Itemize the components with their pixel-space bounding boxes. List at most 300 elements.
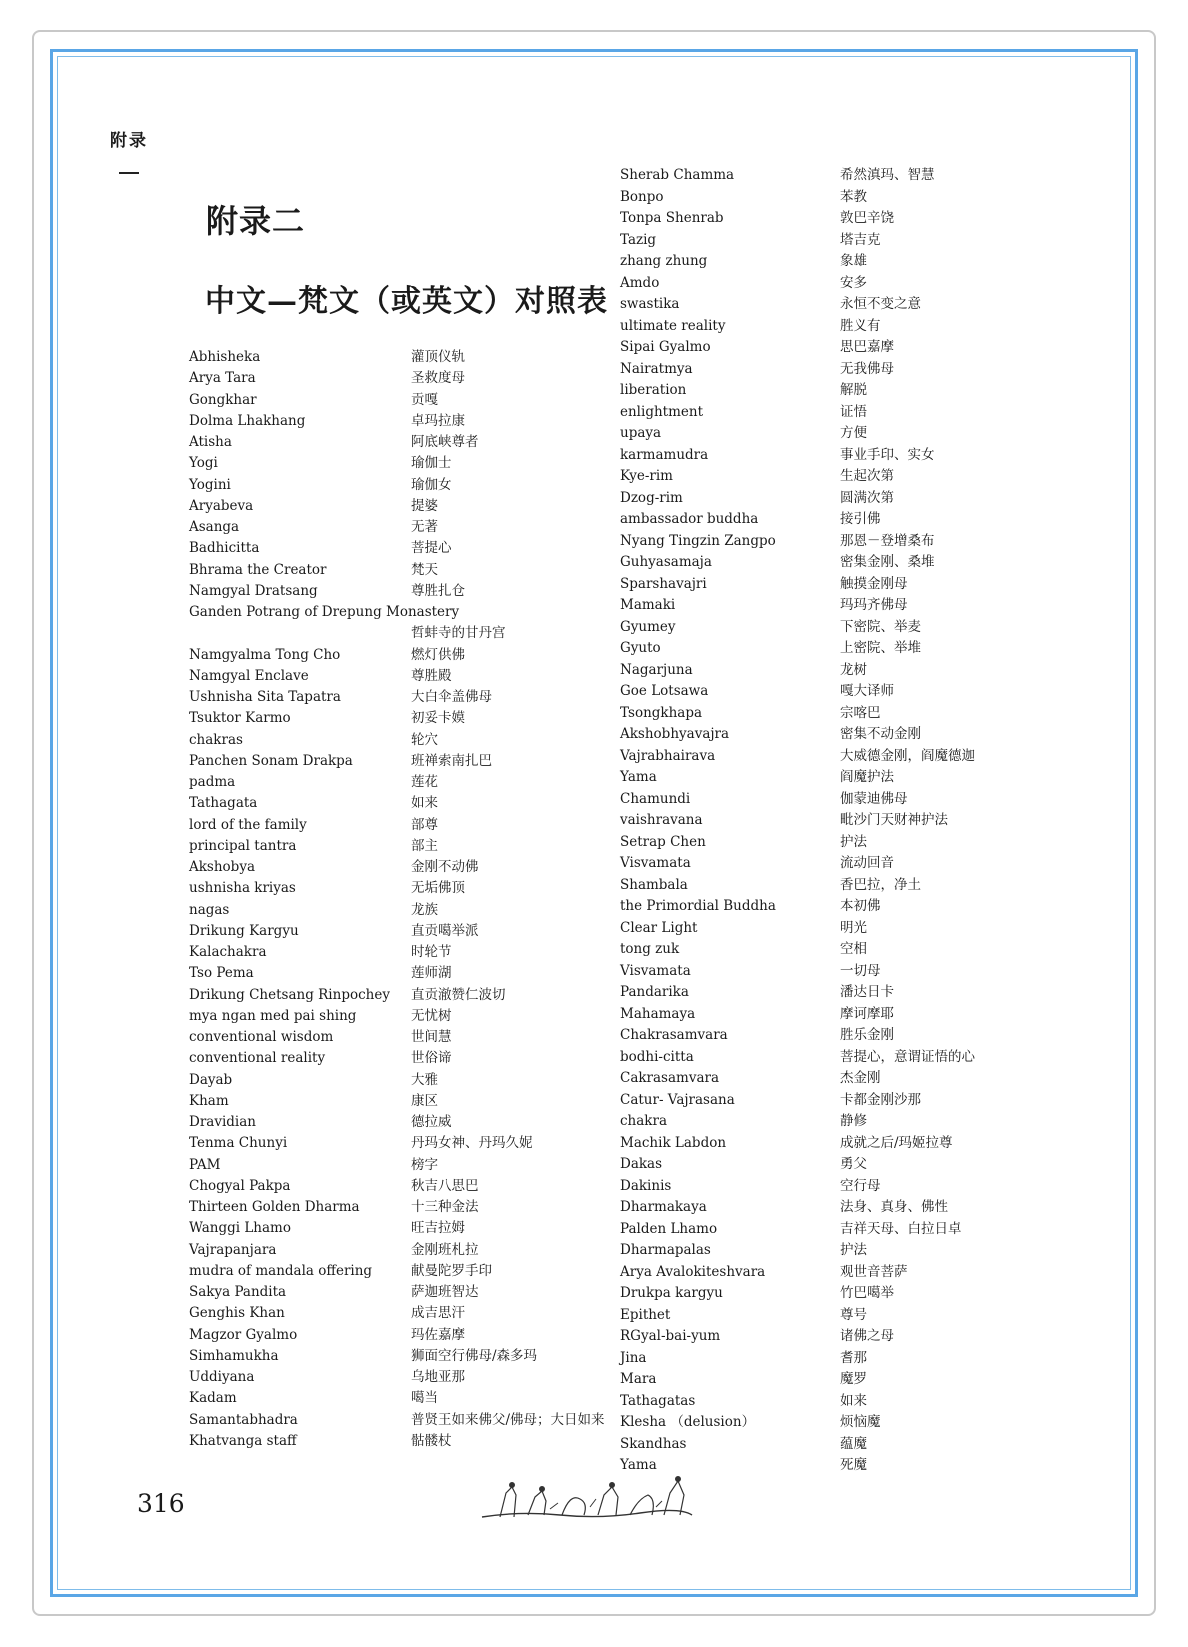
- glossary-entry: [189, 1261, 589, 1282]
- glossary-term-english: Bonpo: [620, 188, 664, 205]
- glossary-term-chinese: 生起次第: [840, 468, 894, 484]
- glossary-term-chinese: 部尊: [411, 816, 438, 833]
- glossary-term-english: Tsongkhapa: [620, 704, 703, 721]
- glossary-term-english: Akshobya: [189, 859, 255, 875]
- glossary-term-chinese: 阿底峡尊者: [411, 434, 479, 450]
- glossary-entry: [189, 1048, 589, 1069]
- glossary-term-english: Palden Lhamo: [620, 1220, 718, 1237]
- glossary-entry: [620, 509, 1040, 531]
- glossary-term-chinese: 希然滇玛、智慧: [840, 167, 935, 183]
- glossary-term-chinese: 康区: [411, 1092, 438, 1109]
- glossary-term-english: Mamaki: [620, 597, 676, 613]
- glossary-entry: [620, 1348, 1040, 1370]
- glossary-entry: [620, 1133, 1040, 1155]
- glossary-term-english: Skandhas: [620, 1435, 687, 1452]
- glossary-entry: [620, 918, 1040, 940]
- glossary-entry: [620, 896, 1040, 918]
- glossary-term-chinese: 竹巴噶举: [840, 1285, 894, 1301]
- glossary-entry: [189, 1346, 589, 1367]
- glossary-term-chinese: 贡嘎: [411, 391, 438, 408]
- glossary-term-english: Catur- Vajrasana: [620, 1091, 735, 1108]
- glossary-term-english: Drikung Chetsang Rinpochey: [189, 986, 390, 1003]
- glossary-term-english: Tsuktor Karmo: [189, 710, 291, 727]
- glossary-entry: [189, 1006, 589, 1027]
- glossary-term-chinese: 世俗谛: [411, 1050, 452, 1067]
- running-head-rule: [119, 172, 139, 174]
- glossary-term-chinese: 潘达日卡: [840, 984, 894, 1000]
- glossary-entry: [620, 1434, 1040, 1456]
- glossary-entry: [620, 402, 1040, 424]
- glossary-term-chinese: 如来: [840, 1392, 867, 1409]
- glossary-term-chinese: 塔吉克: [840, 231, 881, 248]
- glossary-term-english: principal tantra: [189, 837, 297, 854]
- glossary-term-chinese: 蕴魔: [840, 1435, 867, 1452]
- page-number: 316: [137, 1489, 185, 1518]
- glossary-term-chinese: 安多: [840, 274, 867, 291]
- glossary-entry: [189, 963, 589, 984]
- glossary-term-chinese: 明光: [840, 919, 867, 936]
- glossary-term-chinese: 圆满次第: [840, 489, 894, 506]
- glossary-entry: [189, 432, 589, 453]
- glossary-term-chinese: 耆那: [840, 1349, 867, 1366]
- glossary-term-english: Dravidian: [189, 1114, 256, 1130]
- glossary-entry: [620, 703, 1040, 725]
- glossary-term-english: zhang zhung: [620, 253, 708, 269]
- glossary-term-english: Epithet: [620, 1306, 671, 1323]
- glossary-term-chinese: 无著: [411, 519, 438, 535]
- glossary-term-english: Ushnisha Sita Tapatra: [189, 689, 341, 705]
- glossary-term-english: Drikung Kargyu: [189, 922, 299, 939]
- glossary-entry: [189, 985, 589, 1006]
- glossary-entry: [189, 517, 589, 538]
- glossary-entry: [189, 687, 589, 708]
- glossary-term-chinese: 骷髅杖: [411, 1432, 452, 1449]
- glossary-entry: [620, 617, 1040, 639]
- glossary-term-chinese: 玛佐嘉摩: [411, 1326, 465, 1343]
- glossary-term-chinese: 大白伞盖佛母: [411, 689, 492, 705]
- glossary-term-english: Cakrasamvara: [620, 1070, 720, 1086]
- glossary-entry: [620, 1391, 1040, 1413]
- glossary-entry: [189, 857, 589, 878]
- glossary-term-english: Mahamaya: [620, 1005, 696, 1022]
- glossary-term-chinese: 那恩－登增桑布: [840, 532, 935, 549]
- glossary-term-english: Tazig: [620, 231, 657, 248]
- glossary-term-chinese: 龙树: [840, 661, 867, 678]
- glossary-term-english: Vajrabhairava: [620, 747, 716, 764]
- glossary-term-chinese: 德拉威: [411, 1114, 452, 1130]
- glossary-term-english: Namgyalma Tong Cho: [189, 646, 341, 663]
- glossary-term-chinese: 空相: [840, 941, 867, 957]
- glossary-term-chinese: 灌顶仪轨: [411, 349, 465, 365]
- glossary-entry: [189, 560, 589, 581]
- glossary-entry: [189, 1070, 589, 1091]
- glossary-term-chinese: 初妥卡嫫: [411, 710, 465, 727]
- glossary-term-english: Samantabhadra: [189, 1411, 298, 1428]
- glossary-entry: [189, 475, 589, 496]
- table-title: 中文—梵文（或英文）对照表: [205, 284, 608, 319]
- glossary-term-chinese: 班禅索南扎巴: [411, 752, 492, 769]
- glossary-term-english: Dakas: [620, 1156, 663, 1172]
- glossary-term-english: Abhisheka: [189, 349, 261, 365]
- glossary-entry: [620, 982, 1040, 1004]
- glossary-column-left: [189, 347, 605, 1452]
- glossary-term-english: Gyuto: [620, 640, 661, 656]
- glossary-term-english: Namgyal Dratsang: [189, 582, 318, 599]
- glossary-entry: [189, 1303, 589, 1324]
- glossary-term-chinese: 象雄: [840, 253, 867, 269]
- glossary-term-english: ushnisha kriyas: [189, 880, 296, 897]
- glossary-term-chinese: 提婆: [411, 497, 438, 514]
- glossary-term-chinese: 莲花: [411, 774, 438, 790]
- glossary-term-chinese: 无垢佛顶: [411, 880, 465, 897]
- glossary-term-chinese: 噶当: [411, 1390, 438, 1407]
- glossary-entry: [620, 1219, 1040, 1241]
- glossary-entry: [189, 921, 589, 942]
- glossary-term-english: padma: [189, 774, 236, 790]
- glossary-term-english: Arya Avalokiteshvara: [620, 1263, 766, 1280]
- glossary-term-chinese: 玛玛齐佛母: [840, 597, 908, 613]
- glossary-term-chinese: 魔罗: [840, 1371, 867, 1387]
- glossary-term-chinese: 方便: [840, 425, 867, 441]
- glossary-entry: [189, 1410, 605, 1431]
- glossary-entry: [189, 390, 589, 411]
- glossary-term-chinese: 菩提心，意谓证悟的心: [840, 1048, 975, 1065]
- glossary-term-chinese: 本初佛: [840, 898, 881, 914]
- glossary-entry: [620, 1240, 1040, 1262]
- glossary-term-chinese: 萨迦班智达: [411, 1284, 479, 1300]
- glossary-entry: [189, 815, 589, 836]
- glossary-term-chinese: 伽蒙迪佛母: [840, 790, 908, 807]
- glossary-entry: [189, 347, 589, 368]
- glossary-term-english: Nagarjuna: [620, 661, 693, 678]
- glossary-term-english: Arya Tara: [189, 370, 256, 387]
- glossary-entry: [189, 772, 589, 793]
- glossary-term-chinese: 敦巴辛饶: [840, 210, 894, 226]
- glossary-term-english: mudra of mandala offering: [189, 1262, 373, 1279]
- glossary-entry: [189, 878, 589, 899]
- glossary-entry: [189, 836, 589, 857]
- glossary-term-chinese: 死魔: [840, 1457, 867, 1473]
- glossary-term-chinese: 十三种金法: [411, 1199, 479, 1215]
- glossary-entry: [620, 939, 1040, 961]
- glossary-entry: [620, 337, 1040, 359]
- glossary-term-chinese: 阎魔护法: [840, 769, 894, 785]
- glossary-entry: [189, 751, 589, 772]
- glossary-entry: [189, 1240, 589, 1261]
- glossary-term-english: PAM: [189, 1156, 221, 1173]
- glossary-entry: [189, 602, 589, 623]
- glossary-entry: [620, 208, 1040, 230]
- glossary-term-chinese: 轮穴: [411, 731, 438, 748]
- glossary-entry: [620, 1369, 1040, 1391]
- glossary-term-english: Magzor Gyalmo: [189, 1326, 298, 1343]
- glossary-term-english: Namgyal Enclave: [189, 667, 309, 684]
- glossary-entry: [620, 1283, 1040, 1305]
- glossary-term-chinese: 诸佛之母: [840, 1328, 894, 1344]
- glossary-term-english: bodhi-citta: [620, 1048, 694, 1065]
- glossary-term-english: Gongkhar: [189, 391, 257, 408]
- glossary-term-english: Ganden Potrang of Drepung Monastery: [189, 604, 460, 620]
- glossary-term-chinese: 大雅: [411, 1071, 438, 1088]
- glossary-term-english: Dakinis: [620, 1177, 672, 1194]
- glossary-term-chinese: 静修: [840, 1113, 867, 1129]
- glossary-term-chinese: 空行母: [840, 1177, 881, 1194]
- glossary-term-english: Yogini: [189, 476, 231, 493]
- glossary-term-english: the Primordial Buddha: [620, 898, 776, 914]
- glossary-term-chinese: 大威德金刚，阎魔德迦: [840, 747, 975, 764]
- glossary-term-chinese: 勇父: [840, 1156, 867, 1172]
- glossary-entry: [189, 1431, 589, 1452]
- glossary-entry: [620, 681, 1040, 703]
- glossary-term-chinese: 哲蚌寺的甘丹宫: [411, 625, 506, 642]
- glossary-entry: [620, 1262, 1040, 1284]
- glossary-term-english: Klesha （delusion）: [620, 1414, 756, 1430]
- glossary-term-chinese: 宗喀巴: [840, 704, 881, 721]
- glossary-term-english: Tonpa Shenrab: [620, 210, 724, 226]
- glossary-entry: [620, 488, 1040, 510]
- glossary-term-english: Kye-rim: [620, 468, 673, 484]
- glossary-term-english: Aryabeva: [189, 497, 254, 514]
- glossary-term-english: Atisha: [189, 434, 232, 450]
- glossary-term-chinese: 摩诃摩耶: [840, 1005, 894, 1022]
- glossary-entry: [620, 423, 1040, 445]
- glossary-entry: [620, 273, 1040, 295]
- glossary-entry: [189, 1218, 589, 1239]
- glossary-entry: [189, 623, 589, 644]
- glossary-entry: [189, 496, 589, 517]
- glossary-term-chinese: 密集金刚、桑堆: [840, 554, 935, 570]
- glossary-entry: [189, 1176, 589, 1197]
- glossary-term-english: Sakya Pandita: [189, 1284, 287, 1300]
- glossary-term-english: Khatvanga staff: [189, 1432, 297, 1449]
- glossary-entry: [189, 1367, 589, 1388]
- glossary-term-chinese: 莲师湖: [411, 965, 452, 982]
- glossary-term-chinese: 圣救度母: [411, 370, 465, 387]
- glossary-entry: [620, 961, 1040, 983]
- glossary-term-chinese: 金刚不动佛: [411, 859, 479, 875]
- glossary-entry: [189, 538, 589, 559]
- glossary-term-english: Panchen Sonam Drakpa: [189, 752, 353, 769]
- glossary-term-english: Visvamata: [620, 855, 691, 871]
- glossary-entry: [620, 638, 1040, 660]
- glossary-entry: [620, 853, 1040, 875]
- glossary-column-right: [620, 165, 1040, 1477]
- glossary-term-chinese: 嘎大译师: [840, 683, 894, 699]
- glossary-term-chinese: 密集不动金刚: [840, 726, 921, 742]
- glossary-entry: [189, 730, 589, 751]
- glossary-entry: [620, 789, 1040, 811]
- glossary-term-english: vaishravana: [620, 812, 703, 828]
- glossary-term-english: swastika: [620, 296, 680, 312]
- glossary-term-english: Asanga: [189, 519, 240, 535]
- glossary-term-chinese: 尊号: [840, 1306, 867, 1323]
- glossary-term-english: chakras: [189, 731, 243, 748]
- glossary-term-chinese: 观世音菩萨: [840, 1263, 908, 1280]
- glossary-entry: [620, 1090, 1040, 1112]
- glossary-term-chinese: 胜乐金刚: [840, 1027, 894, 1043]
- glossary-term-english: Chakrasamvara: [620, 1027, 728, 1043]
- glossary-term-chinese: 香巴拉，净土: [840, 876, 921, 893]
- glossary-entry: [620, 531, 1040, 553]
- glossary-term-chinese: 瑜伽女: [411, 476, 452, 493]
- glossary-entry: [620, 1176, 1040, 1198]
- glossary-entry: [189, 666, 589, 687]
- glossary-entry: [620, 1025, 1040, 1047]
- glossary-term-english: Setrap Chen: [620, 833, 706, 850]
- glossary-term-chinese: 丹玛女神、丹玛久妮: [411, 1135, 533, 1152]
- glossary-entry: [620, 187, 1040, 209]
- glossary-term-english: Chamundi: [620, 790, 691, 807]
- glossary-entry: [620, 230, 1040, 252]
- glossary-term-english: Dzog-rim: [620, 489, 683, 506]
- glossary-entry: [620, 1068, 1040, 1090]
- glossary-term-chinese: 成吉思汗: [411, 1305, 465, 1322]
- glossary-term-english: Dharmapalas: [620, 1242, 711, 1258]
- glossary-entry: [620, 574, 1040, 596]
- glossary-entry: [620, 875, 1040, 897]
- glossary-term-english: mya ngan med pai shing: [189, 1007, 357, 1024]
- glossary-term-english: Drukpa kargyu: [620, 1285, 723, 1301]
- glossary-term-chinese: 护法: [840, 1242, 867, 1258]
- glossary-entry: [620, 1154, 1040, 1176]
- glossary-term-chinese: 卓玛拉康: [411, 412, 465, 429]
- glossary-term-chinese: 事业手印、实女: [840, 446, 935, 463]
- glossary-term-english: Machik Labdon: [620, 1134, 727, 1151]
- glossary-term-chinese: 苯教: [840, 188, 867, 205]
- glossary-term-chinese: 献曼陀罗手印: [411, 1262, 492, 1279]
- glossary-term-english: Shambala: [620, 876, 688, 893]
- glossary-term-english: Wanggi Lhamo: [189, 1220, 291, 1237]
- glossary-term-english: Jina: [620, 1349, 647, 1366]
- glossary-term-english: Dharmakaya: [620, 1199, 707, 1215]
- glossary-term-chinese: 卡都金刚沙那: [840, 1091, 921, 1108]
- glossary-term-english: lord of the family: [189, 816, 307, 833]
- glossary-entry: [620, 1111, 1040, 1133]
- glossary-term-chinese: 流动回音: [840, 855, 894, 871]
- glossary-term-english: Nairatmya: [620, 360, 693, 377]
- glossary-term-chinese: 杰金刚: [840, 1070, 881, 1086]
- glossary-term-english: Uddiyana: [189, 1369, 255, 1385]
- glossary-term-english: conventional wisdom: [189, 1029, 334, 1045]
- glossary-term-english: Visvamata: [620, 962, 691, 979]
- appendix-title: 附录二: [206, 202, 306, 240]
- glossary-term-chinese: 成就之后/玛姬拉尊: [840, 1134, 953, 1151]
- glossary-entry: [620, 810, 1040, 832]
- glossary-entry: [189, 581, 589, 602]
- glossary-term-english: Kham: [189, 1092, 229, 1109]
- glossary-entry: [189, 411, 589, 432]
- glossary-entry: [189, 1325, 589, 1346]
- glossary-term-english: Yogi: [189, 455, 218, 472]
- glossary-term-english: Amdo: [620, 274, 660, 291]
- glossary-entry: [620, 380, 1040, 402]
- glossary-term-chinese: 龙族: [411, 901, 438, 918]
- glossary-term-english: Tenma Chunyi: [189, 1135, 288, 1152]
- glossary-entry: [620, 445, 1040, 467]
- glossary-term-chinese: 旺吉拉姆: [411, 1220, 465, 1237]
- glossary-term-english: Bhrama the Creator: [189, 561, 327, 578]
- glossary-term-chinese: 接引佛: [840, 511, 881, 527]
- glossary-term-english: upaya: [620, 425, 662, 441]
- glossary-term-english: Sipai Gyalmo: [620, 339, 711, 355]
- glossary-term-chinese: 证悟: [840, 403, 867, 420]
- glossary-entry: [189, 1282, 589, 1303]
- glossary-entry: [620, 767, 1040, 789]
- glossary-term-english: Mara: [620, 1371, 657, 1387]
- glossary-entry: [620, 1197, 1040, 1219]
- glossary-entry: [189, 453, 589, 474]
- glossary-term-chinese: 秋吉八思巴: [411, 1177, 479, 1194]
- glossary-entry: [189, 1197, 589, 1218]
- glossary-term-chinese: 吉祥天母、白拉日卓: [840, 1220, 962, 1237]
- glossary-term-chinese: 乌地亚那: [411, 1369, 465, 1385]
- glossary-entry: [620, 466, 1040, 488]
- glossary-term-english: Dayab: [189, 1071, 233, 1088]
- glossary-term-chinese: 直贡噶举派: [411, 922, 479, 939]
- glossary-entry: [620, 359, 1040, 381]
- glossary-term-chinese: 法身、真身、佛性: [840, 1199, 948, 1215]
- glossary-entry: [189, 1388, 589, 1409]
- glossary-entry: [189, 645, 589, 666]
- glossary-term-chinese: 瑜伽士: [411, 455, 452, 472]
- glossary-term-chinese: 时轮节: [411, 944, 452, 960]
- glossary-term-english: Yama: [620, 1457, 657, 1473]
- glossary-entry: [189, 708, 589, 729]
- glossary-term-english: Kalachakra: [189, 944, 267, 960]
- glossary-term-chinese: 无我佛母: [840, 360, 894, 377]
- glossary-entry: [620, 832, 1040, 854]
- glossary-term-chinese: 狮面空行佛母/森多玛: [411, 1347, 538, 1364]
- glossary-term-english: chakra: [620, 1113, 667, 1129]
- glossary-term-chinese: 尊胜殿: [411, 667, 452, 684]
- glossary-entry: [189, 942, 589, 963]
- glossary-term-english: liberation: [620, 382, 687, 398]
- glossary-term-chinese: 思巴嘉摩: [840, 339, 894, 355]
- glossary-term-english: Sparshavajri: [620, 575, 707, 592]
- glossary-term-chinese: 菩提心: [411, 540, 452, 557]
- glossary-entry: [620, 1047, 1040, 1069]
- glossary-term-english: RGyal-bai-yum: [620, 1328, 721, 1344]
- glossary-entry: [620, 1004, 1040, 1026]
- glossary-entry: [189, 1155, 589, 1176]
- glossary-term-english: Tathagatas: [620, 1392, 696, 1409]
- glossary-term-english: Badhicitta: [189, 540, 260, 557]
- glossary-entry: [620, 746, 1040, 768]
- glossary-term-chinese: 毗沙门天财神护法: [840, 812, 948, 828]
- glossary-term-english: Yama: [620, 769, 657, 785]
- glossary-term-chinese: 梵天: [411, 561, 438, 578]
- glossary-term-english: Goe Lotsawa: [620, 683, 709, 699]
- glossary-term-chinese: 无忧树: [411, 1007, 452, 1024]
- glossary-term-chinese: 护法: [840, 833, 867, 850]
- glossary-term-chinese: 胜义有: [840, 317, 881, 334]
- glossary-entry: [189, 368, 589, 389]
- glossary-entry: [189, 1133, 589, 1154]
- glossary-term-english: Simhamukha: [189, 1347, 279, 1364]
- glossary-term-chinese: 部主: [411, 837, 438, 854]
- glossary-term-chinese: 金刚班札拉: [411, 1241, 479, 1258]
- glossary-entry: [620, 660, 1040, 682]
- glossary-term-english: Nyang Tingzin Zangpo: [620, 532, 776, 549]
- glossary-term-chinese: 燃灯供佛: [411, 646, 465, 663]
- glossary-term-english: Chogyal Pakpa: [189, 1177, 291, 1194]
- glossary-term-english: conventional reality: [189, 1050, 326, 1067]
- glossary-term-chinese: 烦恼魔: [840, 1414, 881, 1430]
- glossary-term-english: Genghis Khan: [189, 1305, 285, 1322]
- glossary-term-english: tong zuk: [620, 941, 680, 957]
- glossary-term-english: Clear Light: [620, 919, 698, 936]
- glossary-term-english: nagas: [189, 901, 230, 918]
